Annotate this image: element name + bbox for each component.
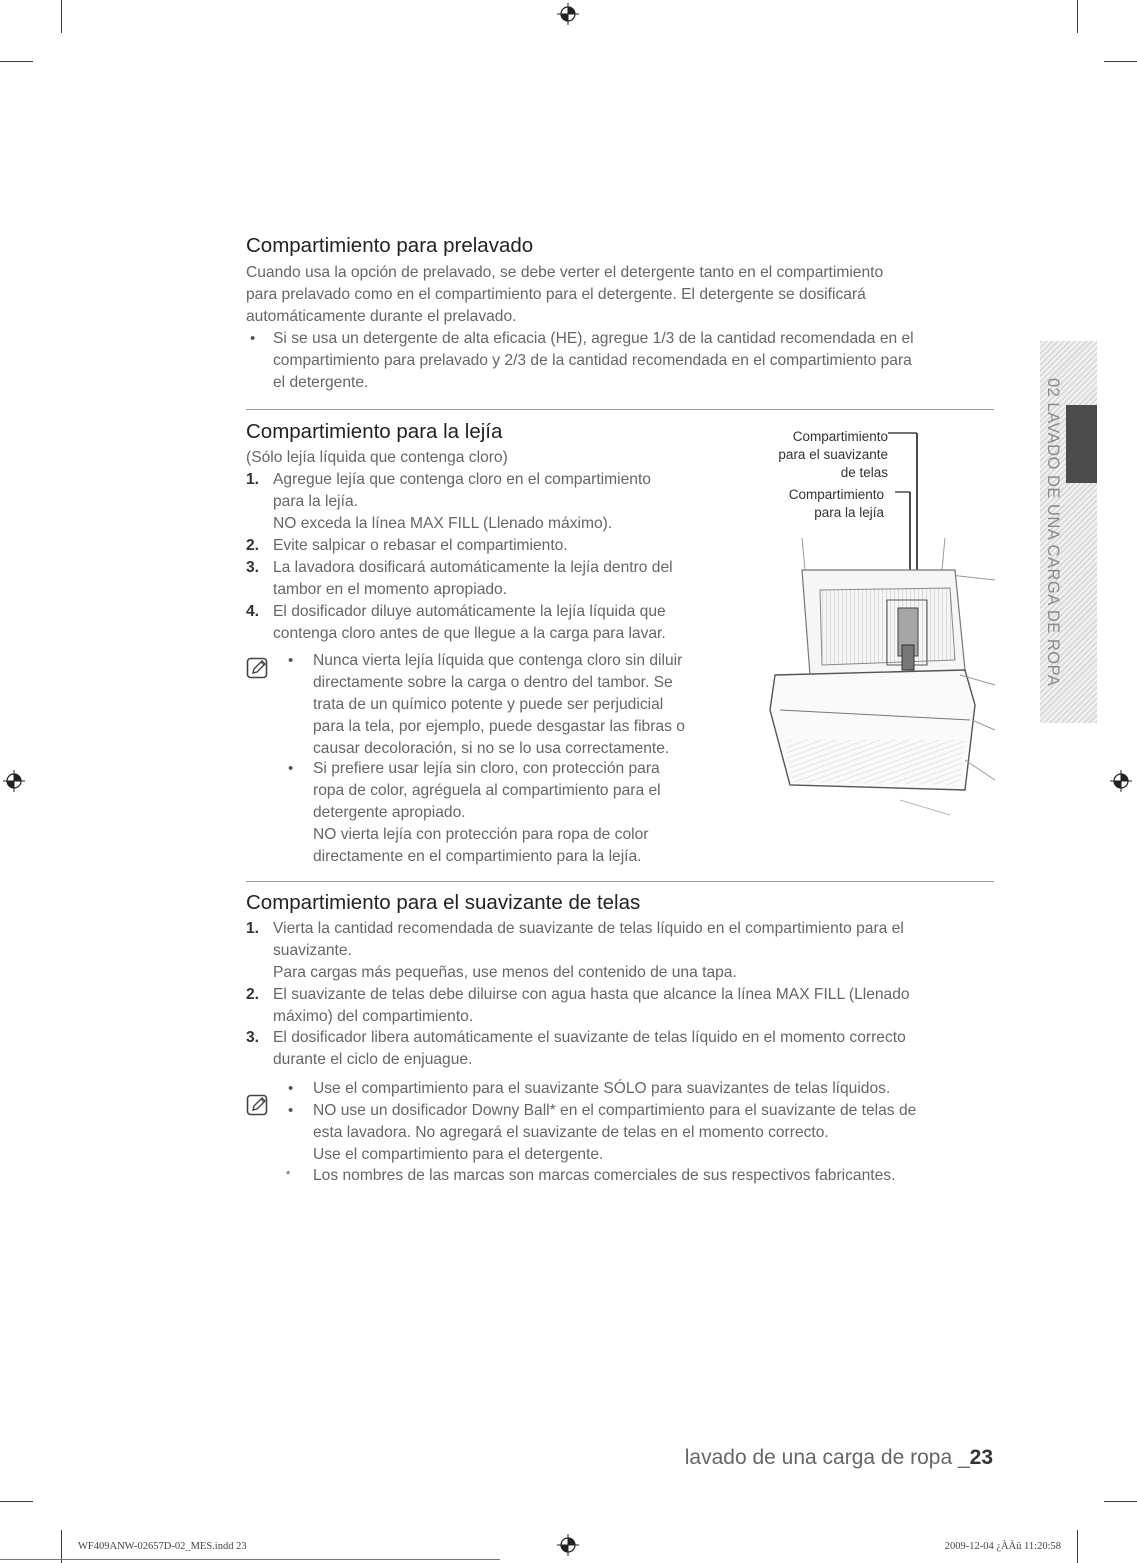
crop-mark (1077, 1530, 1078, 1563)
label-softener-compartment-line: Compartimiento (792, 429, 888, 444)
section-title-softener: Compartimiento para el suavizante de telas (246, 891, 641, 914)
note-line: directamente en el compartimiento para la lejía. (313, 848, 642, 865)
step-number: 2. (246, 986, 260, 1003)
step-line: La lavadora dosificará automáticamente la lejía dentro del (273, 559, 673, 576)
note-icon (246, 656, 270, 680)
dispenser-drawer-illustration (750, 420, 1000, 830)
section-title-prewash: Compartimiento para prelavado (246, 234, 534, 257)
note-line: esta lavadora. No agregará el suavizante de telas en el momento correcto. (313, 1124, 829, 1141)
note-line: detergente apropiado. (313, 804, 466, 821)
section-subtitle: (Sólo lejía líquida que contenga cloro) (246, 449, 508, 466)
paragraph-line: Cuando usa la opción de prelavado, se debe verter el detergente tanto en el compartimiento (246, 264, 884, 281)
page-footer (685, 1446, 993, 1470)
crop-mark (0, 1501, 33, 1502)
step-line: NO exceda la línea MAX FILL (Llenado máximo). (273, 515, 613, 532)
label-softener-compartment-line: para el suavizante (778, 447, 888, 462)
note-line: NO vierta lejía con protección para ropa de color (313, 826, 649, 843)
footnote-mark: * (286, 1169, 291, 1181)
page-number: 23 (969, 1446, 993, 1469)
note-line: directamente sobre la carga o dentro del tambor. Se (313, 674, 673, 691)
bullet-line: el detergente. (273, 374, 369, 391)
bullet-icon: • (288, 652, 294, 669)
registration-mark-icon (3, 770, 25, 792)
note-line: causar decoloración, si no se lo usa correctamente. (313, 740, 670, 757)
bullet-icon: • (288, 1102, 294, 1119)
note-line: para la tela, por ejemplo, puede desgastar las fibras o (313, 718, 685, 735)
label-softener-compartment-line: de telas (840, 465, 888, 480)
note-icon (246, 1093, 270, 1117)
crop-mark (1104, 1501, 1137, 1502)
note-line: NO use un dosificador Downy Ball* en el compartimiento para el suavizante de telas de (313, 1102, 917, 1119)
registration-mark-icon (1110, 770, 1132, 792)
crop-mark (61, 0, 62, 33)
note-line: Use el compartimiento para el detergente. (313, 1146, 604, 1163)
paragraph-line: para prelavado como en el compartimiento para el detergente. El detergente se dosificará (246, 286, 866, 303)
note-line: Si prefiere usar lejía sin cloro, con protección para (313, 760, 660, 777)
note-line: trata de un químico potente y puede ser perjudicial (313, 696, 664, 713)
chapter-tab-marker (1066, 405, 1097, 483)
crop-mark (1104, 61, 1137, 62)
imprint-file-name: WF409ANW-02657D-02_MES.indd 23 (78, 1541, 247, 1552)
registration-mark-icon (557, 3, 579, 25)
step-number: 1. (246, 920, 260, 937)
step-line: Vierta la cantidad recomendada de suavizante de telas líquido en el compartimiento para el (273, 920, 904, 937)
note-line: ropa de color, agréguela al compartimiento para el (313, 782, 661, 799)
bullet-icon: • (250, 330, 256, 347)
step-line: durante el ciclo de enjuague. (273, 1051, 473, 1068)
step-line: máximo) del compartimiento. (273, 1008, 474, 1025)
section-title-bleach: Compartimiento para la lejía (246, 420, 503, 443)
section-divider (246, 881, 994, 882)
step-line: Para cargas más pequeñas, use menos del contenido de una tapa. (273, 964, 737, 981)
step-line: El dosificador diluye automáticamente la lejía líquida que (273, 603, 666, 620)
bullet-icon: • (288, 1080, 294, 1097)
imprint-timestamp: 2009-12-04 ¿ÀÀü 11:20:58 (944, 1541, 1061, 1552)
bullet-icon: • (288, 760, 294, 777)
registration-mark-icon (557, 1534, 579, 1556)
paragraph-line: automáticamente durante el prelavado. (246, 308, 517, 325)
step-number: 3. (246, 1029, 260, 1046)
trim-line (0, 1559, 500, 1560)
step-line: El dosificador libera automáticamente el suavizante de telas líquido en el momento correcto (273, 1029, 906, 1046)
label-bleach-compartment-line: Compartimiento (788, 487, 884, 502)
bullet-line: Si se usa un detergente de alta eficacia (HE), agregue 1/3 de la cantidad recomendada en el (273, 330, 914, 347)
crop-mark (1077, 0, 1078, 33)
step-line: Agregue lejía que contenga cloro en el compartimiento (273, 471, 651, 488)
step-line: Evite salpicar o rebasar el compartimiento. (273, 537, 568, 554)
crop-mark (0, 61, 33, 62)
step-number: 4. (246, 603, 260, 620)
label-bleach-compartment-line: para la lejía (814, 505, 884, 520)
step-line: contenga cloro antes de que llegue a la carga para lavar. (273, 625, 666, 642)
bullet-line: compartimiento para prelavado y 2/3 de la cantidad recomendada en el compartimiento para (273, 352, 912, 369)
step-number: 3. (246, 559, 260, 576)
footnote-text: Los nombres de las marcas son marcas comerciales de sus respectivos fabricantes. (313, 1167, 896, 1184)
step-line: tambor en el momento apropiado. (273, 581, 508, 598)
chapter-tab-label: 02 LAVADO DE UNA CARGA DE ROPA (1044, 377, 1062, 687)
step-line: suavizante. (273, 942, 352, 959)
step-number: 1. (246, 471, 260, 488)
note-line: Nunca vierta lejía líquida que contenga cloro sin diluir (313, 652, 683, 669)
section-divider (246, 409, 994, 410)
footer-title: lavado de una carga de ropa _ (684, 1446, 970, 1469)
step-line: El suavizante de telas debe diluirse con agua hasta que alcance la línea MAX FILL (Llenado (273, 986, 910, 1003)
step-number: 2. (246, 537, 260, 554)
note-line: Use el compartimiento para el suavizante SÓLO para suavizantes de telas líquidos. (313, 1080, 891, 1097)
step-line: para la lejía. (273, 493, 358, 510)
